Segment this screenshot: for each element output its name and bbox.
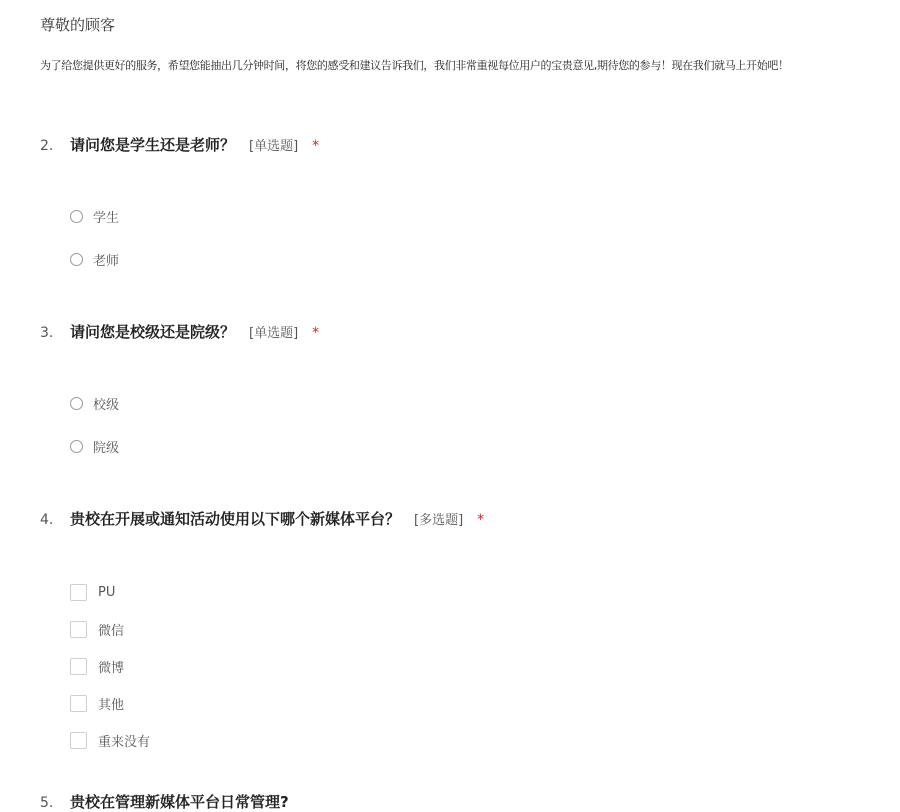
option-pu[interactable] (70, 581, 115, 603)
option-label[interactable]: PU (98, 584, 116, 600)
option-label[interactable]: 重来没有 (98, 734, 151, 750)
option-never[interactable] (70, 729, 150, 751)
option-student[interactable] (70, 205, 119, 227)
option-college-level[interactable] (70, 435, 119, 457)
checkbox[interactable] (70, 695, 87, 712)
option-wechat[interactable] (70, 618, 124, 640)
option-teacher[interactable] (70, 248, 119, 270)
radio-button[interactable] (70, 397, 83, 410)
question-number: 5. (40, 795, 54, 811)
checkbox[interactable] (70, 584, 87, 601)
question-title: 请问您是学生还是老师？ (70, 136, 236, 154)
question-type-badge: [多选题] (414, 513, 464, 528)
checkbox[interactable] (70, 658, 87, 675)
survey-intro: 为了给您提供更好的服务，希望您能抽出几分钟时间，将您的感受和建议告诉我们，我们非常重视每位用户的宝贵意见,期待您的参与！现在我们就马上开始吧！ (40, 59, 789, 72)
required-mark: * (477, 512, 485, 528)
checkbox[interactable] (70, 732, 87, 749)
question-title: 贵校在管理新媒体平台日常管理? (70, 793, 289, 811)
radio-button[interactable] (70, 440, 83, 453)
question-4 (40, 508, 484, 532)
question-number: 3. (40, 325, 54, 341)
option-weibo[interactable] (70, 655, 124, 677)
required-mark: * (312, 325, 320, 341)
option-label[interactable]: 微信 (98, 623, 125, 639)
question-number: 2. (40, 138, 54, 154)
radio-button[interactable] (70, 253, 83, 266)
question-type-badge: [单选题] (249, 139, 299, 154)
question-title: 贵校在开展或通知活动使用以下哪个新媒体平台？ (70, 510, 401, 528)
question-title: 请问您是校级还是院级？ (70, 323, 236, 341)
option-label[interactable]: 微博 (98, 660, 125, 676)
option-label[interactable]: 老师 (93, 253, 120, 269)
checkbox[interactable] (70, 621, 87, 638)
question-2 (40, 134, 319, 158)
radio-button[interactable] (70, 210, 83, 223)
question-3 (40, 321, 319, 345)
option-label[interactable]: 其他 (98, 697, 125, 713)
question-type-badge: [单选题] (249, 326, 299, 341)
greeting: 尊敬的顾客 (40, 16, 116, 34)
option-label[interactable]: 学生 (93, 210, 120, 226)
option-school-level[interactable] (70, 392, 119, 414)
question-5 (40, 791, 289, 812)
option-label[interactable]: 院级 (93, 440, 120, 456)
option-label[interactable]: 校级 (93, 397, 120, 413)
option-other[interactable] (70, 692, 124, 714)
required-mark: * (312, 138, 320, 154)
question-number: 4. (40, 512, 54, 528)
